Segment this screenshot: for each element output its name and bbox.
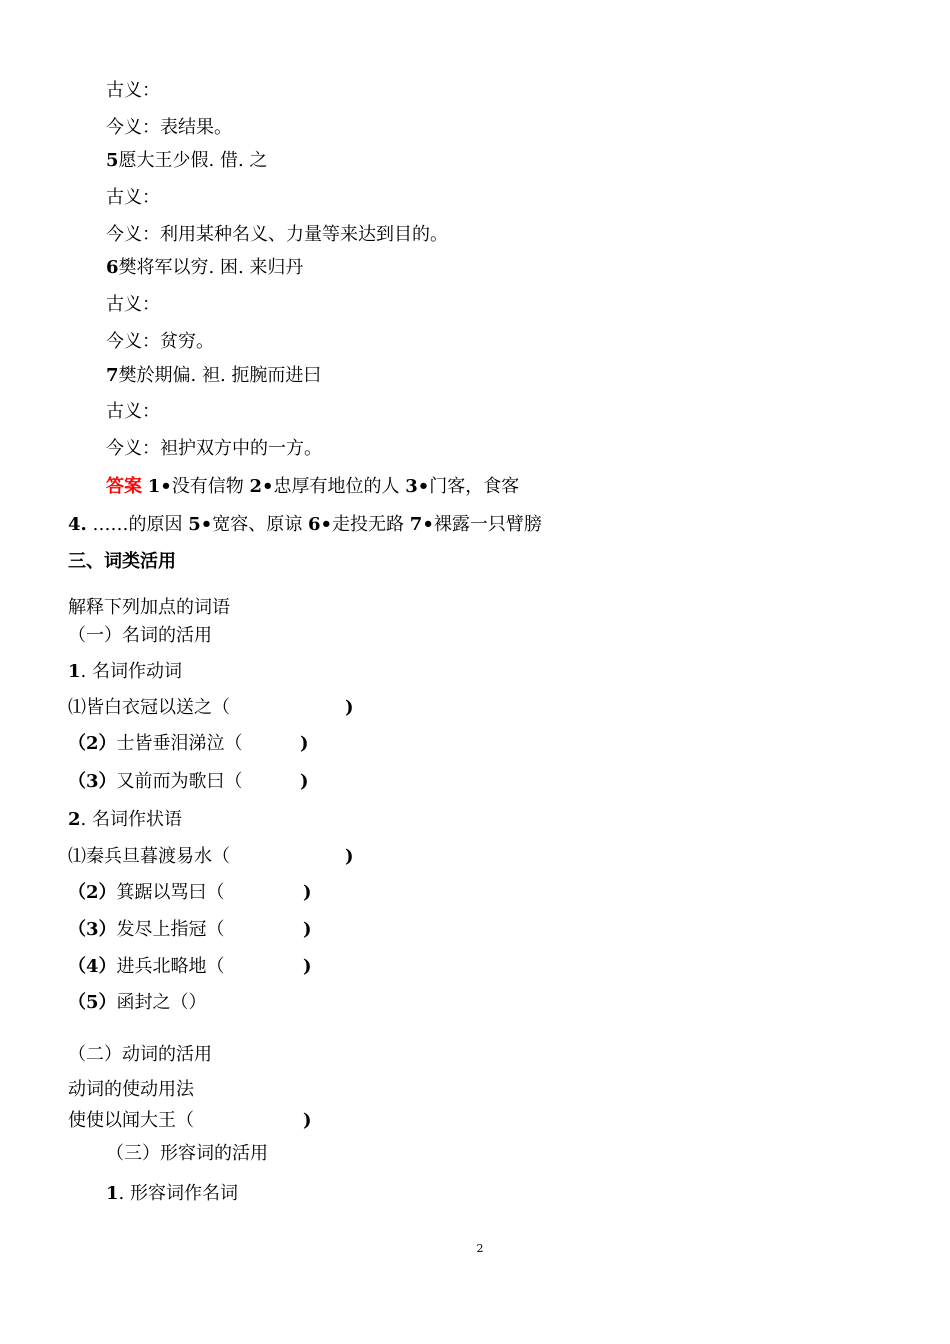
gu-yi-label-5: 古义： [106,187,160,208]
sub-title: . 名词作动词 [80,661,182,682]
vocab-item-7 [106,364,321,388]
sub-num: 1 [106,1183,119,1204]
gu-yi-label-7: 古义： [106,401,160,422]
exercise-item [68,881,225,905]
page-number: 2 [476,1242,484,1255]
vocab-num-5: 5 [106,150,119,171]
sub-title: . 名词作状语 [80,809,182,830]
sub-title: . 形容词作名词 [118,1183,238,1204]
jin-yi-6: 今义：贫穷。 [106,331,214,352]
item-text: 箕踞以骂曰（ [116,882,225,903]
answer-text: 走投无路 [332,514,405,535]
vocab-sentence-5: 愿大王少假. 借. 之 [118,150,268,171]
verb-causative-title: 动词的使动用法 [68,1079,194,1100]
item-num: （3） [68,771,117,792]
item-num: （2） [68,733,117,754]
item-text: 士皆垂泪涕泣（ [116,733,243,754]
exercise-item [68,732,243,756]
sub-num: 1 [68,661,81,682]
answer-text: ……的原因 [86,514,183,535]
blank-close: ) [300,733,309,754]
answer-num: 4. [68,514,87,535]
item-num: ⑴ [68,846,86,867]
blank-close: ) [345,846,354,867]
exercise-item [68,991,207,1015]
vocab-num-7: 7 [106,365,119,386]
answer-num: 6• [308,514,333,535]
answer-line-2 [68,513,542,537]
adj-as-noun-title [106,1182,238,1206]
answer-num: 5• [188,514,213,535]
answer-text: 门客，食客 [429,476,520,497]
item-num: （2） [68,882,117,903]
vocab-sentence-6: 樊将军以穷. 困. 来归丹 [118,257,304,278]
noun-as-adverbial-title [68,808,182,832]
exercise-item [68,845,230,869]
exercise-item [68,696,230,720]
section-heading: 三、词类活用 [68,551,176,572]
item-text: 发尽上指冠（ [116,919,225,940]
answer-text: 宽容、原谅 [212,514,303,535]
gu-yi-label-4: 古义： [106,80,160,101]
noun-as-verb-title [68,660,182,684]
instruction: 解释下列加点的词语 [68,597,230,618]
answer-num: 1• [147,476,172,497]
vocab-item-5 [106,149,267,173]
item-text: 皆白衣冠以送之（ [86,697,230,718]
item-num: （4） [68,956,117,977]
answer-num: 2• [249,476,274,497]
vocab-item-6 [106,256,303,280]
answer-text: 没有信物 [171,476,244,497]
blank-close: ) [345,697,354,718]
blank-close: ) [303,956,312,977]
item-num: （5） [68,992,117,1013]
blank-close: ) [300,771,309,792]
vocab-sentence-7: 樊於期偏. 袒. 扼腕而进曰 [118,365,322,386]
jin-yi-5: 今义：利用某种名义、力量等来达到目的。 [106,224,448,245]
item-text: 秦兵旦暮渡易水（ [86,846,230,867]
blank-close: ) [303,919,312,940]
exercise-item: 使使以闻大王（ [68,1110,194,1131]
jin-yi-4: 今义：表结果。 [106,117,232,138]
exercise-item [68,955,225,979]
subsection-verb-title: （二）动词的活用 [68,1044,212,1065]
item-num: ⑴ [68,697,86,718]
answer-num: 7• [409,514,434,535]
sub-num: 2 [68,809,81,830]
answer-label: 答案 [106,476,142,497]
answer-num: 3• [405,476,430,497]
exercise-item [68,770,243,794]
blank-close: ) [303,882,312,903]
answer-line-1 [106,475,519,499]
item-num: （3） [68,919,117,940]
vocab-num-6: 6 [106,257,119,278]
subsection-noun-title: （一）名词的活用 [68,625,212,646]
item-text: 又前而为歌曰（ [116,771,243,792]
exercise-item [68,918,225,942]
subsection-adj-title: （三）形容词的活用 [106,1143,268,1164]
answer-text: 裸露一只臂膀 [433,514,542,535]
jin-yi-7: 今义：袒护双方中的一方。 [106,438,322,459]
answer-text: 忠厚有地位的人 [273,476,400,497]
item-text: 函封之（） [116,992,207,1013]
item-text: 进兵北略地（ [116,956,225,977]
blank-close: ) [303,1110,312,1131]
gu-yi-label-6: 古义： [106,294,160,315]
